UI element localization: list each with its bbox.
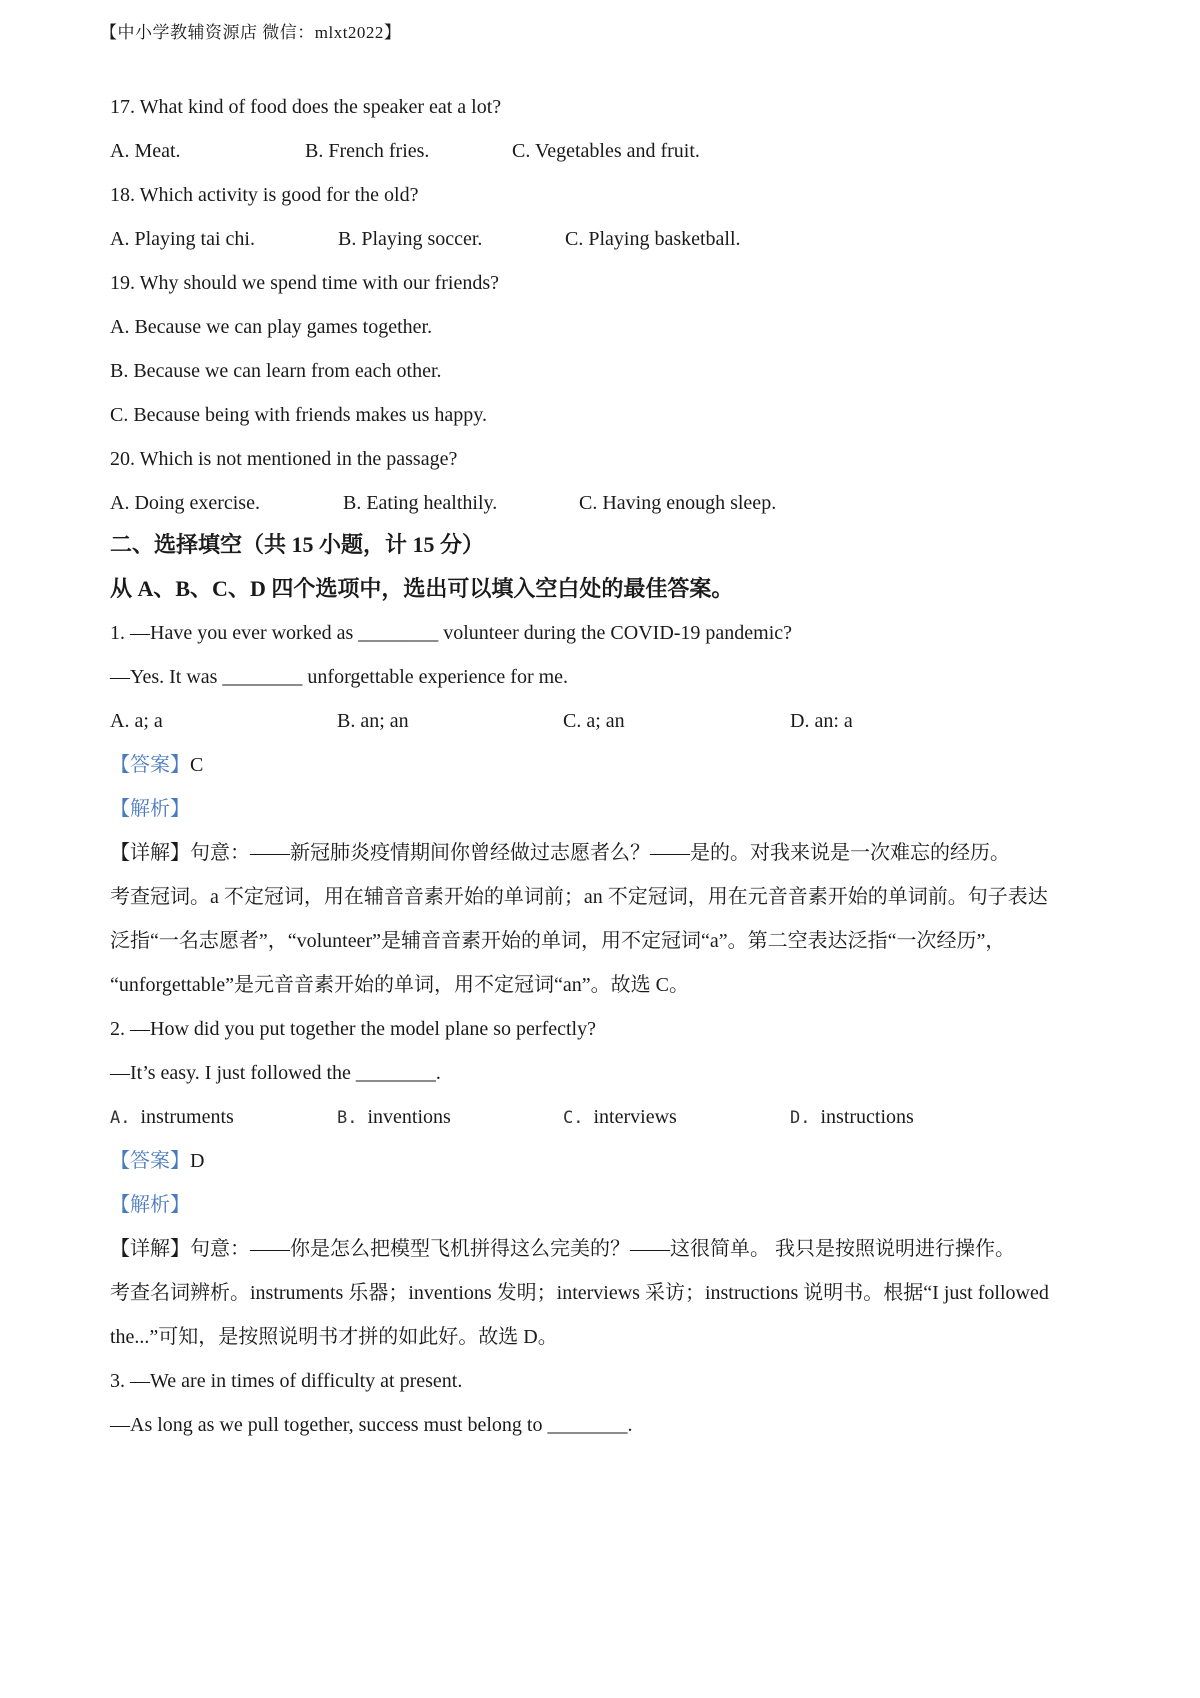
detail-label: 【详解】 — [110, 842, 190, 864]
problem-2-line-1: 2. —How did you put together the model plane so perfectly? — [110, 1018, 596, 1040]
option-a: A. Playing tai chi. — [110, 228, 255, 250]
option-c: C. Having enough sleep. — [579, 492, 777, 514]
option-c — [563, 1104, 677, 1131]
option-c: C. Because being with friends makes us happy. — [110, 404, 487, 426]
option-b: B. Playing soccer. — [338, 228, 483, 250]
option-c: C. Vegetables and fruit. — [512, 140, 700, 162]
problem-1-detail-3: 泛指“一名志愿者”，“volunteer”是辅音音素开始的单词，用不定冠词“a”。第二空表达泛指“一次经历”， — [110, 930, 1006, 952]
answer-label: 【答案】 — [110, 754, 190, 776]
option-a — [110, 1104, 234, 1131]
option-b: B. French fries. — [305, 140, 430, 162]
option-text: interviews — [593, 1106, 677, 1128]
option-letter: C. — [563, 1108, 584, 1128]
option-letter: D. — [790, 1108, 811, 1128]
problem-2-line-2: —It’s easy. I just followed the ________. — [110, 1062, 441, 1084]
problem-1-detail-2: 考查冠词。a 不定冠词，用在辅音音素开始的单词前；an 不定冠词，用在元音音素开始的单词前。句子表达 — [110, 886, 1048, 908]
problem-1-line-1: 1. —Have you ever worked as ________ volunteer during the COVID-19 pandemic? — [110, 622, 793, 644]
problem-1-detail-4: “unforgettable”是元音音素开始的单词，用不定冠词“an”。故选 C。 — [110, 974, 689, 996]
option-b: B. Because we can learn from each other. — [110, 360, 442, 382]
detail-text: 句意：——你是怎么把模型飞机拼得这么完美的？——这很简单。 我只是按照说明进行操作。 — [190, 1238, 1015, 1260]
option-c: C. a; an — [563, 710, 625, 732]
option-text: instruments — [140, 1106, 234, 1128]
option-a: A. Doing exercise. — [110, 492, 260, 514]
section-instruction: 从 A、B、C、D 四个选项中，选出可以填入空白处的最佳答案。 — [110, 576, 734, 601]
section-title: 二、选择填空（共 15 小题，计 15 分） — [110, 532, 485, 557]
problem-2-answer — [110, 1148, 204, 1174]
problem-3-line-1: 3. —We are in times of difficulty at present. — [110, 1370, 463, 1392]
option-letter: A. — [110, 1108, 131, 1128]
analysis-label: 【解析】 — [110, 1194, 190, 1216]
option-a: A. Because we can play games together. — [110, 316, 433, 338]
option-b: B. an; an — [337, 710, 409, 732]
problem-2-detail-1 — [110, 1236, 1015, 1262]
problem-1-answer — [110, 752, 203, 778]
question-17-stem: 17. What kind of food does the speaker eat a lot? — [110, 96, 502, 118]
page-header: 【中小学教辅资源店 微信：mlxt2022】 — [100, 23, 402, 42]
answer-value: D — [190, 1150, 205, 1172]
option-d: D. an: a — [790, 710, 853, 732]
option-a: A. Meat. — [110, 140, 181, 162]
option-letter: B. — [337, 1108, 358, 1128]
answer-value: C — [190, 754, 204, 776]
option-d — [790, 1104, 914, 1131]
problem-2-detail-3: the...”可知，是按照说明书才拼的如此好。故选 D。 — [110, 1326, 558, 1348]
question-18-stem: 18. Which activity is good for the old? — [110, 184, 419, 206]
option-text: inventions — [367, 1106, 451, 1128]
detail-label: 【详解】 — [110, 1238, 190, 1260]
problem-1-line-2: —Yes. It was ________ unforgettable experience for me. — [110, 666, 569, 688]
option-text: instructions — [820, 1106, 914, 1128]
problem-2-detail-2: 考查名词辨析。instruments 乐器；inventions 发明；interviews 采访；instructions 说明书。根据“I just followed — [110, 1282, 1049, 1304]
question-20-stem: 20. Which is not mentioned in the passage? — [110, 448, 458, 470]
analysis-label: 【解析】 — [110, 798, 190, 820]
option-b — [337, 1104, 451, 1131]
problem-1-detail-1 — [110, 840, 1010, 866]
option-a: A. a; a — [110, 710, 163, 732]
answer-label: 【答案】 — [110, 1150, 190, 1172]
detail-text: 句意：——新冠肺炎疫情期间你曾经做过志愿者么？——是的。对我来说是一次难忘的经历。 — [190, 842, 1010, 864]
option-b: B. Eating healthily. — [343, 492, 498, 514]
problem-3-line-2: —As long as we pull together, success must belong to ________. — [110, 1414, 633, 1436]
question-19-stem: 19. Why should we spend time with our friends? — [110, 272, 500, 294]
option-c: C. Playing basketball. — [565, 228, 741, 250]
